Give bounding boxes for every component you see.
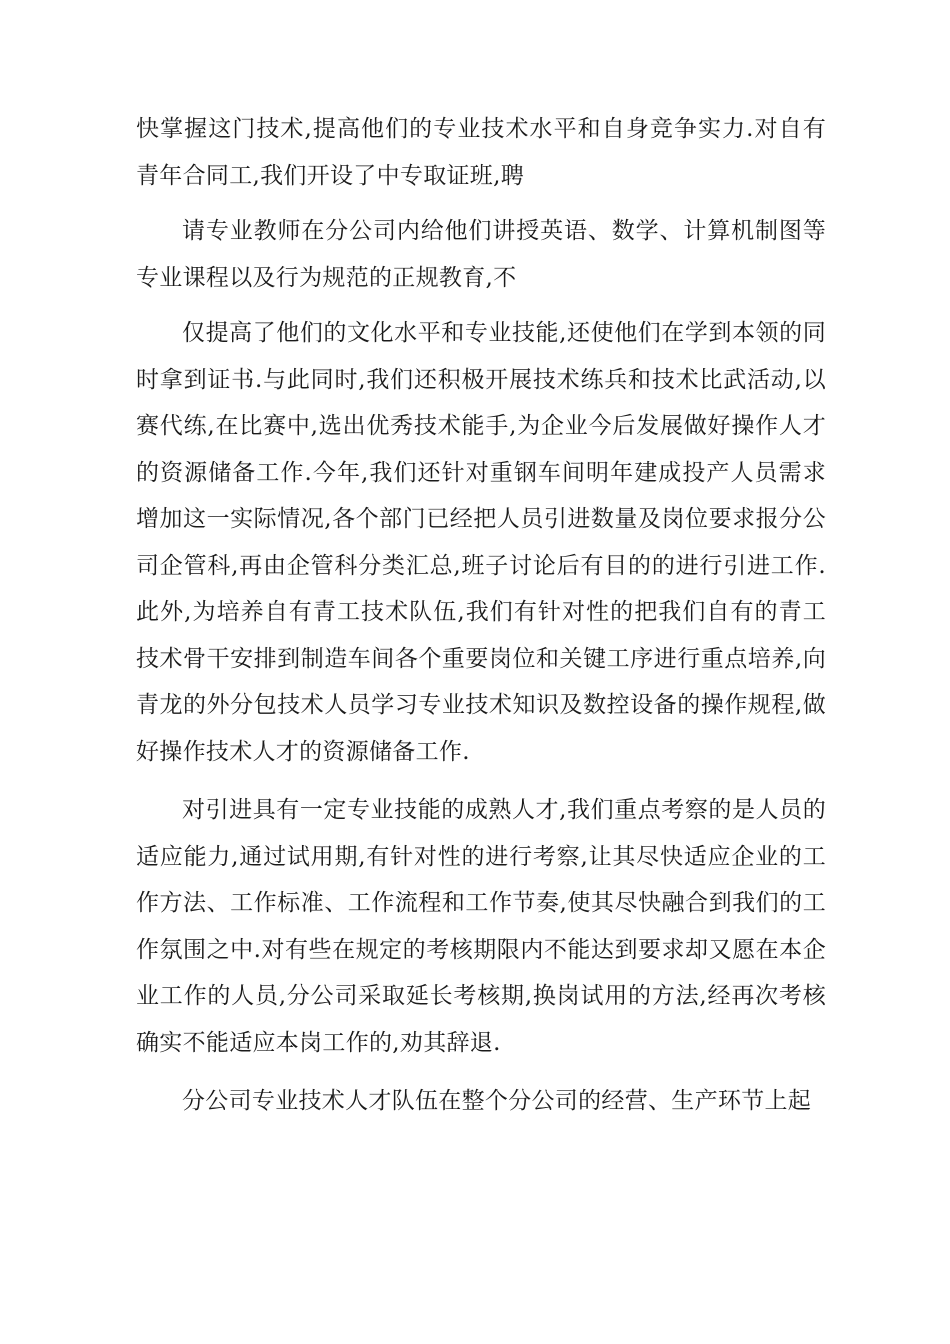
paragraph: 分公司专业技术人才队伍在整个分公司的经营、生产环节上起 — [182, 1088, 812, 1114]
paragraph-continued: 快掌握这门技术,提高他们的专业技术水平和自身竞争实力.对自有青年合同工,我们开设了中专取证班,聘 — [136, 116, 826, 189]
document-body — [136, 106, 826, 1125]
paragraph: 对引进具有一定专业技能的成熟人才,我们重点考察的是人员的适应能力,通过试用期,有针对性的进行考察,让其尽快适应企业的工作方法、工作标准、工作流程和工作节奏,使其尽快融合到我们的工作氛围之中.对有些在规定的考核期限内不能达到要求却又愿在本企业工作的人员,分公司采取延长考核期,换岗试用的方法,经再次考核确实不能适应本岗工作的,劝其辞退. — [136, 797, 826, 1056]
paragraph: 请专业教师在分公司内给他们讲授英语、数学、计算机制图等专业课程以及行为规范的正规教育,不 — [136, 218, 826, 291]
paragraph: 仅提高了他们的文化水平和专业技能,还使他们在学到本领的同时拿到证书.与此同时,我们还积极开展技术练兵和技术比武活动,以赛代练,在比赛中,选出优秀技术能手,为企业今后发展做好操作人才的资源储备工作.今年,我们还针对重钢车间明年建成投产人员需求增加这一实际情况,各个部门已经把人员引进数量及岗位要求报分公司企管科,再由企管科分类汇总,班子讨论后有目的的进行引进工作.此外,为培养自有青工技术队伍,我们有针对性的把我们自有的青工技术骨干安排到制造车间各个重要岗位和关键工序进行重点培养,向青龙的外分包技术人员学习专业技术知识及数控设备的操作规程,做好操作技术人才的资源储备工作. — [136, 320, 826, 765]
